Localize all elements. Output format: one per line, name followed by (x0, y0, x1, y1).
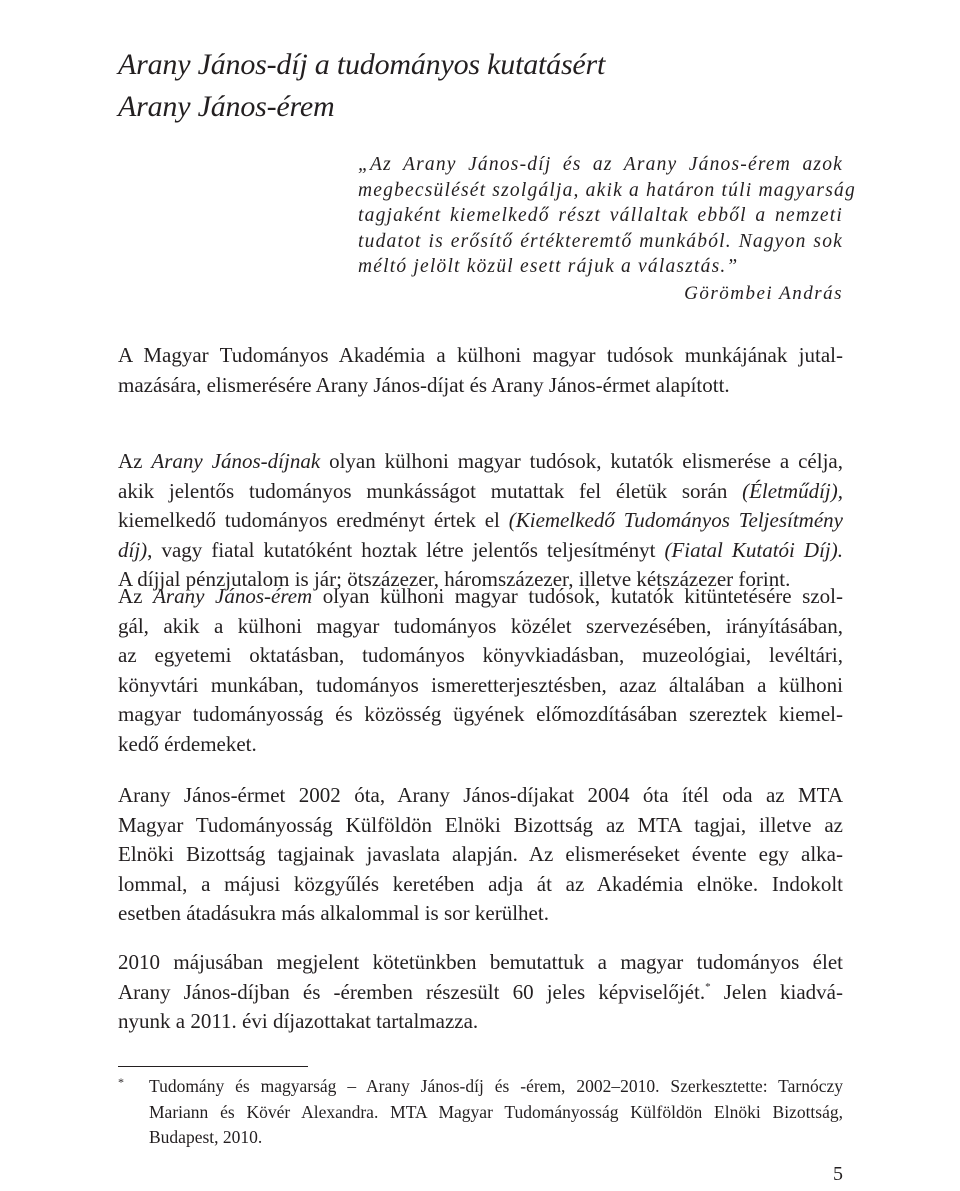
paragraph-line: A Magyar Tudományos Akadémia a külhoni magyar tudósok munkájának jutal- (118, 343, 843, 367)
paragraph-dij (118, 447, 843, 595)
paragraph-line: gál, akik a külhoni magyar tudományos közélet szervezésében, irányításában, (118, 613, 843, 638)
epigraph-quote (358, 152, 856, 280)
text-run: kiemelkedő tudományos eredményt értek el (118, 508, 509, 532)
footnote-reference[interactable]: * (705, 980, 711, 993)
paragraph-line: mazására, elismerésére Arany János-díjat és Arany János-érmet alapított. (118, 372, 730, 397)
emphasis-category: (Fiatal Kutatói Díj). (664, 537, 843, 562)
paragraph-line: az egyetemi oktatásban, tudományos könyvkiadásban, muzeológiai, levéltári, (118, 643, 843, 667)
text-run: , vagy fiatal kutatóként hoztak létre jelentős teljesítményt (147, 537, 665, 562)
paragraph-line: lommal, a májusi közgyűlés keretében adja át az Akadémia elnöke. Indokolt (118, 871, 843, 896)
title-line-2: Arany János-érem (118, 90, 335, 123)
emphasis-category: díj) (118, 537, 148, 562)
footnote-mark: * (118, 1075, 124, 1089)
footnote-line: Mariann és Kövér Alexandra. MTA Magyar Tudományosság Külföldön Elnöki Bizottság, (149, 1101, 843, 1122)
document-page (118, 0, 856, 1191)
quote-line: tagjaként kiemelkedő részt vállaltak ebből a nemzeti (358, 205, 843, 227)
footnote-line: Tudomány és magyarság – Arany János-díj és -érem, 2002–2010. Szerkesztette: Tarnóczy (149, 1076, 843, 1096)
text-run: akik jelentős tudományos munkásságot mutattak fel életük során (118, 478, 743, 503)
emphasis-category: (Kiemelkedő Tudományos Teljesítmény (508, 508, 843, 532)
emphasis-award-name: Arany János-díjnak (151, 449, 321, 473)
paragraph-line: 2010 májusában megjelent kötetünkben bemutattuk a magyar tudományos élet (118, 950, 843, 974)
paragraph-line (118, 506, 843, 536)
footnote-line: Budapest, 2010. (149, 1127, 263, 1147)
text-run: Az (118, 584, 154, 608)
paragraph-erem (118, 582, 843, 759)
footnote-divider (118, 1066, 308, 1067)
quote-author: Görömbei András (684, 283, 843, 304)
paragraph-line: A díjjal pénzjutalom is jár; ötszázezer, háromszázezer, illetve kétszázezer forint. (118, 567, 791, 591)
quote-line: méltó jelölt közül esett rájuk a választás.” (358, 256, 739, 278)
paragraph-line: Magyar Tudományosság Külföldön Elnöki Bizottság az MTA tagjai, illetve az (118, 812, 843, 837)
emphasis-category: (Életműdíj), (742, 478, 843, 503)
paragraph-line: Elnöki Bizottság tagjainak javaslata alapján. Az elismeréseket évente egy alka- (118, 842, 843, 866)
page-title (118, 44, 605, 128)
emphasis-award-name: Arany János-érem (153, 584, 313, 608)
paragraph-line: nyunk a 2011. évi díjazottakat tartalmazza. (118, 1009, 479, 1033)
paragraph-line (118, 536, 843, 566)
quote-line: „Az Arany János-díj és az Arany János-érem azok (358, 154, 843, 175)
page-number: 5 (833, 1163, 843, 1185)
quote-line: megbecsülését szolgálja, akik a határon túli magyarság (358, 179, 856, 201)
paragraph-intro (118, 341, 843, 400)
paragraph-line (118, 978, 843, 1008)
paragraph-line: könyvtári munkában, tudományos ismeretterjesztésben, azaz általában a külhoni (118, 672, 843, 697)
text-run: olyan külhoni magyar tudósok, kutatók kitüntetésére szol- (312, 584, 843, 608)
paragraph-history (118, 781, 843, 929)
paragraph-line: magyar tudományosság és közösség ügyének előmozdításában szereztek kiemel- (118, 702, 843, 726)
footnote-text (149, 1074, 843, 1151)
text-run: olyan külhoni magyar tudósok, kutatók elismerése a célja, (320, 449, 843, 473)
paragraph-line (118, 447, 843, 477)
paragraph-publication (118, 948, 843, 1037)
paragraph-line (118, 582, 843, 612)
text-run: Az (118, 449, 152, 473)
paragraph-line: Arany János-érmet 2002 óta, Arany János-díjakat 2004 óta ítél oda az MTA (118, 783, 843, 807)
title-line-1: Arany János-díj a tudományos kutatásért (118, 48, 606, 81)
paragraph-line: kedő érdemeket. (118, 731, 257, 756)
quote-line: tudatot is erősítő értékteremtő munkából. Nagyon sok (358, 230, 843, 252)
paragraph-line: esetben átadásukra más alkalommal is sor kerülhet. (118, 901, 549, 925)
text-run: Arany János-díjban és -éremben részesült 60 jeles képviselőjét. (118, 979, 706, 1004)
paragraph-line (118, 477, 843, 507)
text-run: Jelen kiadvá- (710, 979, 843, 1004)
